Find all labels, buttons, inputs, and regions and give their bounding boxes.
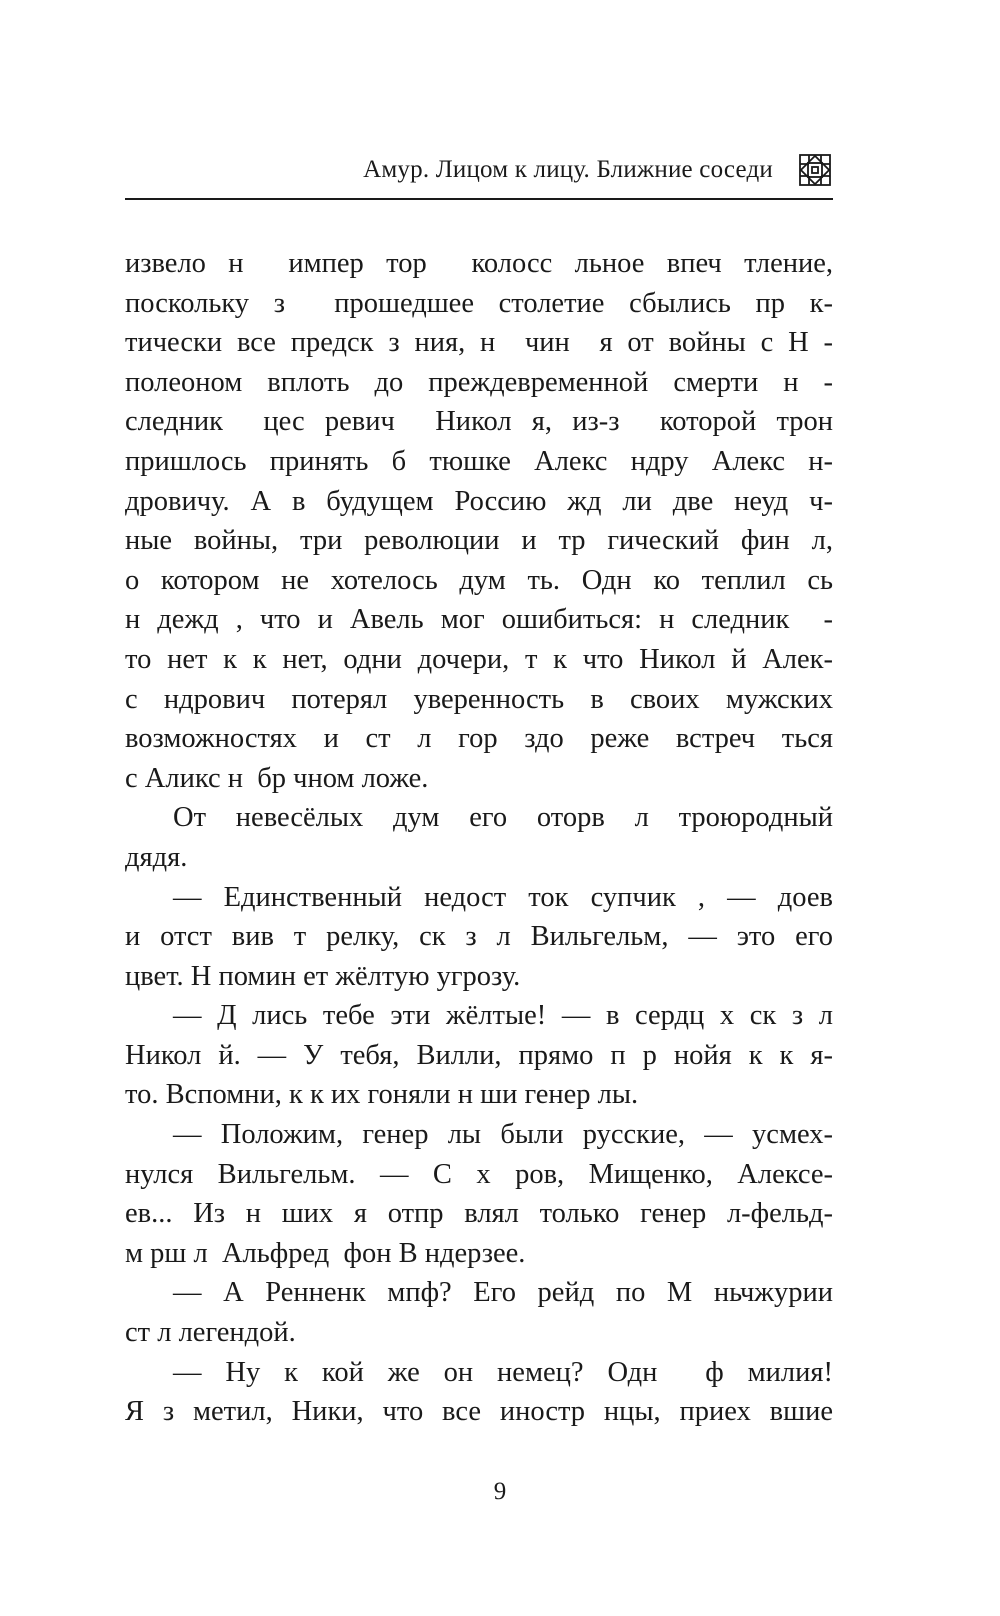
text-line: Никол й. — У тебя, Вилли, прямо п р нойя к к я- — [125, 1039, 833, 1071]
text-line: цвет. Н помин ет жёлтую угрозу. — [125, 960, 521, 992]
text-line: — Д лись тебе эти жёлтые! — в сердц х ск з л — [173, 1000, 833, 1032]
text-line: пришлось принять б тюшке Алекс ндру Алекс н- — [125, 445, 833, 477]
text-line: — Положим, генер лы были русские, — усмех- — [173, 1119, 833, 1151]
page-body — [125, 244, 833, 1432]
running-title: Амур. Лицом к лицу. Ближние соседи — [363, 156, 773, 183]
text-line: м рш л Альфред фон В ндерзее. — [125, 1237, 526, 1269]
text-line: то нет к к нет, одни дочери, т к что Никол й Алек- — [125, 643, 833, 675]
text-line: то. Вспомни, к к их гоняли н ши генер лы. — [125, 1079, 639, 1111]
text-line: нулся Вильгельм. — С х ров, Мищенко, Алексе- — [125, 1158, 833, 1190]
text-line: возможностях и ст л гор здо реже встреч ться — [125, 723, 833, 755]
text-line: дровичу. А в будущем Россию жд ли две неуд ч- — [125, 485, 833, 517]
text-line: полеоном вплоть до преждевременной смерти н - — [125, 366, 833, 398]
text-line: н дежд , что и Авель мог ошибиться: н следник - — [125, 604, 833, 636]
text-line: о котором не хотелось дум ть. Одн ко теплил сь — [125, 564, 833, 596]
text-line: тически все предск з ния, н чин я от войны с Н - — [125, 327, 833, 359]
text-line: с ндрович потерял уверенность в своих мужских — [125, 683, 833, 715]
text-line: следник цес ревич Никол я, из-з которой трон — [125, 406, 833, 438]
text-line: ев... Из н ших я отпр влял только генер л-фельд- — [125, 1198, 833, 1230]
page-number: 9 — [493, 1478, 507, 1505]
text-line: — А Ренненк мпф? Его рейд по М ньчжурии — [173, 1277, 833, 1309]
text-line: ные войны, три революции и тр гический фин л, — [125, 525, 833, 557]
running-header — [125, 140, 833, 200]
text-line: извело н импер тор колосс льное впеч тление, — [125, 248, 833, 279]
text-line: дядя. — [125, 841, 188, 873]
text-line: поскольку з прошедшее столетие сбылись пр к- — [125, 287, 833, 319]
text-line: ст л легендой. — [125, 1317, 296, 1349]
knot-ornament-icon — [797, 152, 833, 188]
text-line: Я з метил, Ники, что все иностр нцы, приех вшие — [125, 1396, 833, 1428]
text-line: и отст вив т релку, ск з л Вильгельм, — это его — [125, 921, 833, 953]
text-line: От невесёлых дум его оторв л троюродный — [173, 802, 833, 834]
text-line: — Ну к кой же он немец? Одн ф милия! — [173, 1356, 833, 1388]
text-line: — Единственный недост ток супчик , — доев — [173, 881, 833, 913]
text-line: с Аликс н бр чном ложе. — [125, 762, 429, 794]
